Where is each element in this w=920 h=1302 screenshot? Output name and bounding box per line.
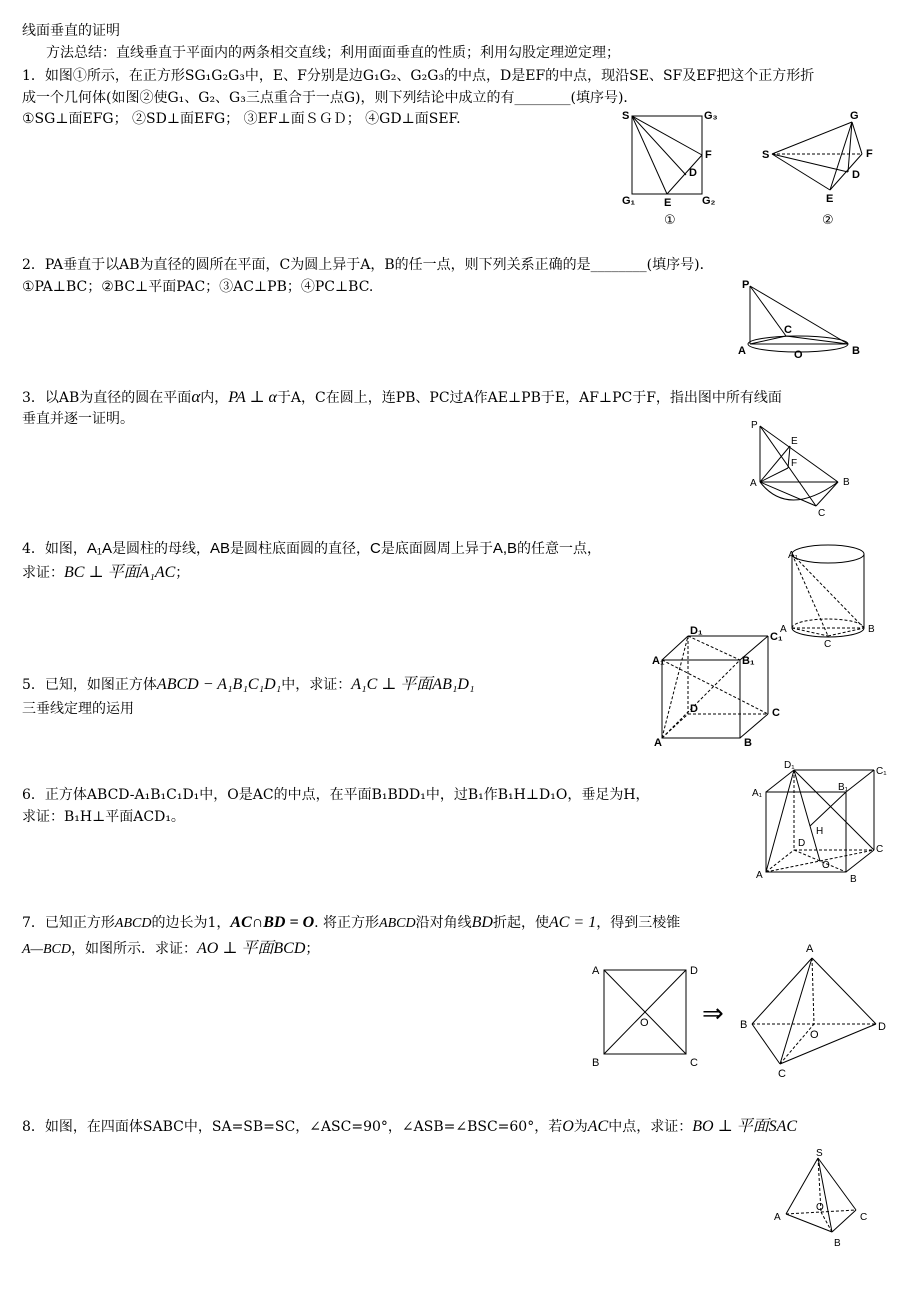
- q6-label-d: D: [798, 838, 806, 849]
- page-title: 线面垂直的证明: [22, 23, 120, 39]
- q7-text-e: 折起，使: [492, 915, 549, 931]
- q4-figure: [780, 540, 886, 650]
- q4-text-end: ；: [175, 565, 190, 581]
- q3-label-b: B: [843, 477, 850, 488]
- q6-figure: [752, 760, 892, 884]
- q1-options: ①SG⊥面EFG； ②SD⊥面EFG； ③EF⊥面ＳＧＤ； ④GD⊥面SEF.: [22, 111, 461, 127]
- q1-line2: 成一个几何体(如图②使G₁、G₂、G₃三点重合于一点G)，则下列结论中成立的有________(填序号)．: [22, 90, 638, 106]
- q6-label-a1: A₁: [752, 788, 763, 799]
- q7-math-tetra: A—BCD: [22, 942, 71, 957]
- q4-label-a1: A₁: [788, 550, 799, 561]
- q3-text-a: 3．以AB为直径的圆在平面: [22, 390, 192, 406]
- q5-line1: [22, 676, 475, 694]
- q6-label-b: B: [850, 874, 857, 885]
- fig1-caption: ①: [664, 212, 676, 227]
- q2-label-b: B: [852, 345, 860, 357]
- q5-text-b: 中，求证：: [281, 677, 352, 693]
- q7-text-f: ，得到三棱锥: [596, 915, 681, 931]
- q7-tet-label-o: O: [810, 1029, 819, 1041]
- q5-label-d1: D₁: [690, 625, 703, 637]
- fig1-label-s: S: [622, 110, 630, 122]
- q8-label-b: B: [834, 1238, 841, 1249]
- q4-text-e: 的任意一点，: [517, 541, 602, 557]
- q7-text-c: . 将正方形: [314, 915, 380, 931]
- q8-label-o: O: [816, 1202, 824, 1213]
- q8-text-c: 中点，求证：: [608, 1119, 693, 1135]
- q7-sq-label-d: D: [690, 965, 698, 977]
- fig1-label-d: D: [689, 167, 697, 179]
- q7-tet-label-a: A: [806, 943, 814, 955]
- fig2-label-g: G: [850, 110, 859, 122]
- q5-label-a: A: [654, 737, 662, 749]
- q8-text-b: 为: [573, 1119, 588, 1135]
- q6-label-h: H: [816, 826, 824, 837]
- q7-math-bd: BD: [471, 914, 493, 931]
- q7-text-a: 7．已知正方形: [22, 915, 115, 931]
- q5-math-cube: ABCD − A₁B₁C₁D₁: [156, 676, 282, 693]
- q6-line1: 6．正方体ABCD-A₁B₁C₁D₁中，O是AC的中点，在平面B₁BDD₁中，过B₁作B₁H⊥D₁O，垂足为H，: [22, 787, 650, 803]
- q2-label-a: A: [738, 345, 746, 357]
- q2-label-o: O: [794, 349, 803, 361]
- q7-tetra-figure: [738, 940, 888, 1080]
- q7-sq-label-o: O: [640, 1017, 649, 1029]
- q7-math-claim: AO ⊥ 平面BCD: [197, 940, 306, 957]
- q5-label-c: C: [772, 707, 780, 719]
- q3-label-f: F: [791, 458, 798, 469]
- fig1-label-g1: G₁: [622, 195, 636, 207]
- q8-label-a: A: [774, 1212, 781, 1223]
- q2-figure: [736, 276, 866, 366]
- q4-label-c: C: [824, 639, 832, 650]
- q7-line2: [22, 940, 319, 959]
- q8-line1: [22, 1118, 797, 1136]
- q5-label-d: D: [690, 703, 698, 715]
- fig1-label-g2: G₂: [702, 195, 716, 207]
- q4-math-ab2: A,B: [492, 540, 518, 557]
- q4-label-a: A: [780, 624, 787, 635]
- q5-text-a: 5．已知，如图正方体: [22, 677, 157, 693]
- q7-arrow-icon: ⇒: [702, 999, 724, 1029]
- q3-label-a: A: [750, 478, 757, 489]
- q3-label-e: E: [791, 436, 798, 447]
- q4-text-c: 是圆柱底面圆的直径，: [230, 541, 371, 557]
- q7-text-g: ，如图所示．求证：: [71, 941, 197, 957]
- q3-figure: [748, 420, 868, 520]
- q1-figure-2: [758, 108, 888, 230]
- q6-label-d1: D₁: [784, 760, 795, 771]
- q3-math: PA ⊥ α: [228, 389, 277, 406]
- q4-line2: [22, 564, 189, 582]
- q8-math-claim: BO ⊥ 平面SAC: [692, 1118, 798, 1135]
- q3-label-p: P: [751, 420, 758, 431]
- q8-label-c: C: [860, 1212, 868, 1223]
- q7-sq-label-c: C: [690, 1057, 698, 1069]
- q2-label-p: P: [742, 279, 750, 291]
- fig1-label-f: F: [705, 149, 712, 161]
- q1-line1: 1．如图①所示，在正方形SG₁G₂G₃中，E、F分别是边G₁G₂、G₂G₃的中点，D是EF的中点，现沿SE、SF及EF把这个正方形折: [22, 68, 815, 84]
- q7-sq-label-a: A: [592, 965, 600, 977]
- fig1-label-g3: G₃: [704, 110, 718, 122]
- q4-math-c: C: [370, 540, 381, 557]
- q3-line2: 垂直并逐一证明。: [22, 411, 134, 427]
- q7-math-intersection: AC∩BD = O: [230, 914, 315, 931]
- q2-label-c: C: [784, 324, 792, 336]
- q3-alpha: α: [191, 387, 201, 406]
- q6-label-c1: C₁: [876, 766, 887, 777]
- q8-figure: [770, 1148, 880, 1252]
- q2-options: ①PA⊥BC；②BC⊥平面PAC；③AC⊥PB；④PC⊥BC.: [22, 279, 374, 295]
- q7-square-figure: [590, 960, 720, 1072]
- q7-math-abcd2: ABCD: [379, 916, 416, 931]
- q7-text-d: 沿对角线: [415, 915, 472, 931]
- fig2-label-e: E: [826, 193, 834, 205]
- q7-tet-label-c: C: [778, 1068, 786, 1080]
- fig2-label-d: D: [852, 169, 860, 181]
- q4-math-claim: BC ⊥ 平面A₁AC: [64, 564, 176, 581]
- q1-figure-1: [618, 108, 718, 230]
- fig2-label-f: F: [866, 148, 873, 160]
- fig2-label-s: S: [762, 149, 770, 161]
- q8-math-ac: AC: [587, 1118, 609, 1135]
- q4-math-a1a: A₁A: [86, 540, 112, 557]
- q5-figure: [652, 625, 792, 750]
- q4-math-ab: AB: [210, 540, 231, 557]
- q5-label-a1: A₁: [652, 655, 665, 667]
- q7-text-b: 的边长为1，: [151, 915, 231, 931]
- q6-line2: 求证：B₁H⊥平面ACD₁。: [22, 809, 185, 825]
- q3-line1: [22, 388, 782, 407]
- fig1-label-e: E: [664, 197, 672, 209]
- q8-text-a: 8．如图，在四面体SABC中，SA=SB=SC，∠ASC=90°，∠ASB=∠BSC=60°，若: [22, 1119, 563, 1135]
- q8-label-s: S: [816, 1148, 823, 1159]
- q6-label-b1: B₁: [838, 782, 849, 793]
- q2-line1: 2．PA垂直于以AB为直径的圆所在平面，C为圆上异于A，B的任一点，则下列关系正确的是________(填序号)．: [22, 257, 714, 273]
- q4-text-d: 是底面圆周上异于: [380, 541, 493, 557]
- q3-text-c: 于A，C在圆上，连PB、PC过A作AE⊥PB于E，AF⊥PC于F，指出图中所有线面: [276, 390, 782, 406]
- q5-line2: 三垂线定理的运用: [22, 701, 134, 717]
- q7-tet-label-b: B: [740, 1019, 748, 1031]
- q7-text-end: ；: [305, 941, 320, 957]
- q5-label-b: B: [744, 737, 752, 749]
- q5-math-claim: A₁C ⊥ 平面AB₁D₁: [351, 676, 475, 693]
- q7-math-abcd: ABCD: [114, 916, 152, 931]
- q7-sq-label-b: B: [592, 1057, 600, 1069]
- q6-label-c: C: [876, 844, 884, 855]
- q4-label-b: B: [868, 624, 875, 635]
- q4-text-a: 4．如图，: [22, 541, 87, 557]
- q8-math-o: O: [562, 1118, 574, 1135]
- q6-label-o: O: [822, 860, 830, 871]
- q7-tet-label-d: D: [878, 1021, 886, 1033]
- method-summary: 方法总结：直线垂直于平面内的两条相交直线；利用面面垂直的性质；利用勾股定理逆定理；: [46, 45, 620, 61]
- q4-text-b: 是圆柱的母线，: [112, 541, 210, 557]
- q3-label-c: C: [818, 508, 826, 519]
- q3-text-b: 内，: [200, 390, 229, 406]
- q4-prove-label: 求证：: [22, 565, 64, 581]
- q7-math-ac: AC = 1: [548, 914, 597, 931]
- q5-label-c1: C₁: [770, 631, 783, 643]
- fig2-caption: ②: [822, 212, 834, 227]
- q6-label-a: A: [756, 870, 763, 881]
- q7-line1: [22, 914, 680, 933]
- q5-label-b1: B₁: [742, 655, 755, 667]
- q4-line1: [22, 540, 601, 558]
